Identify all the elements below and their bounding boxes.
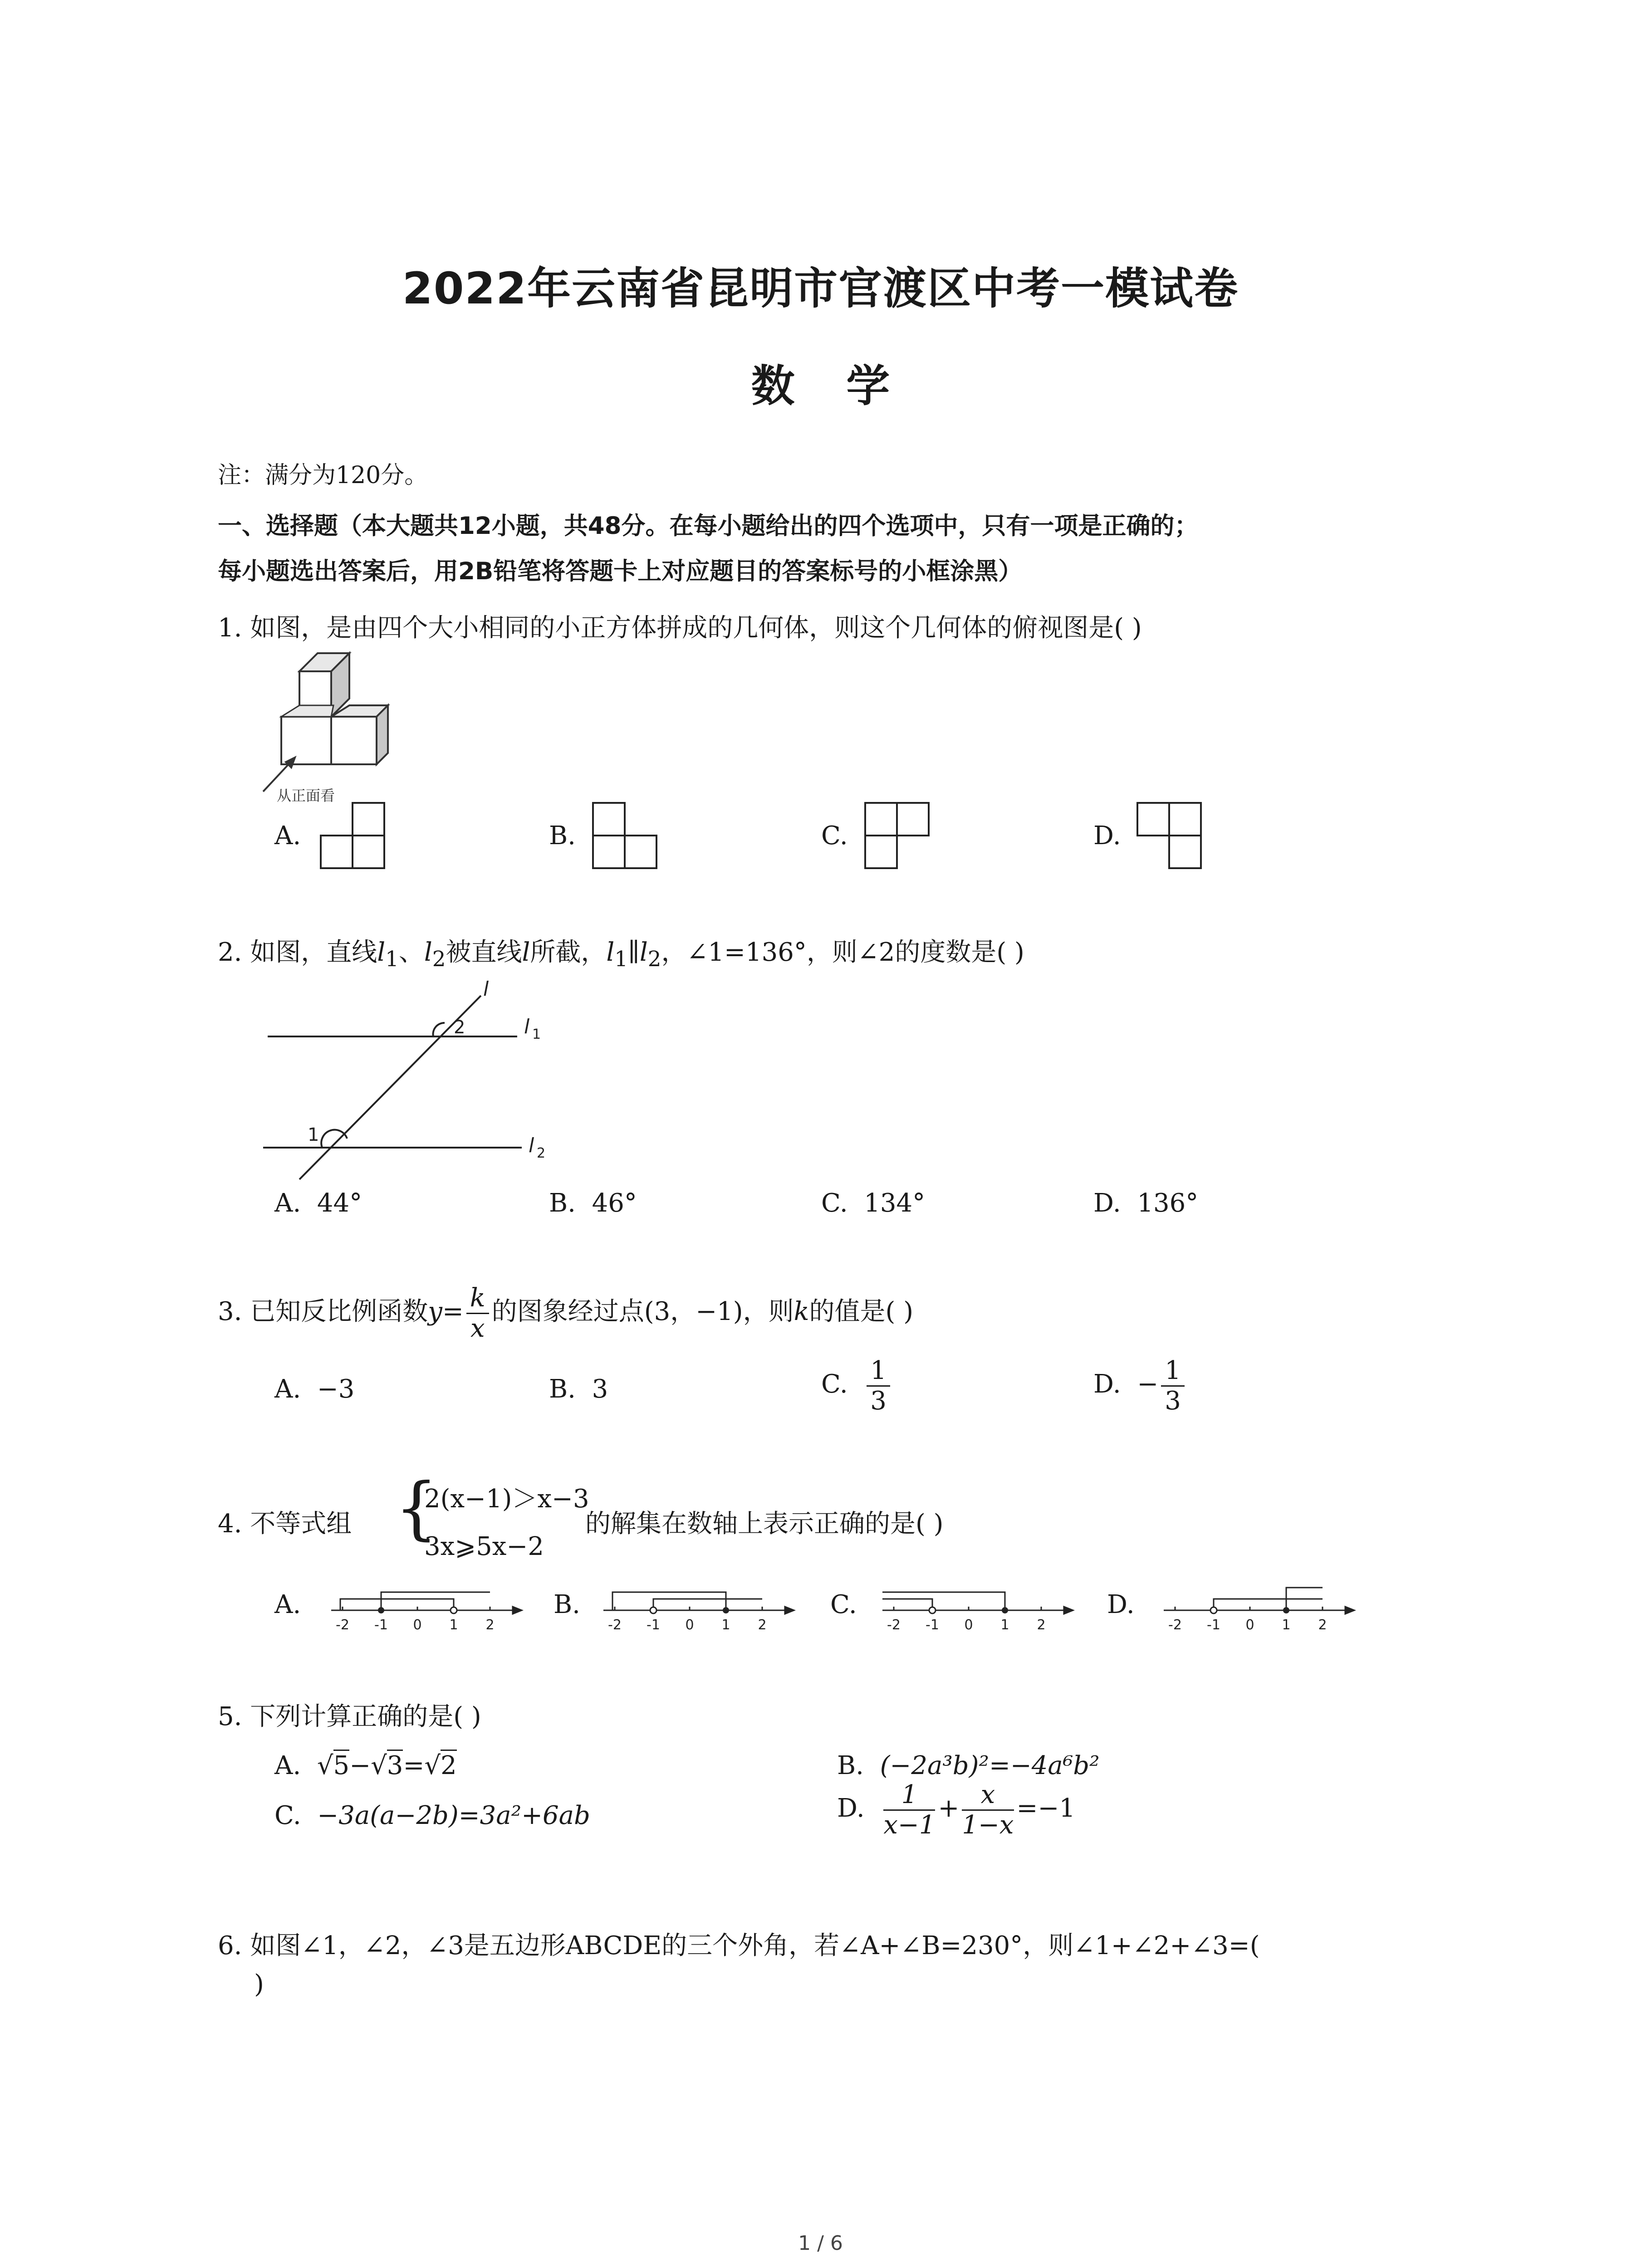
svg-text:l: l bbox=[483, 978, 489, 1001]
q4-option-d-label: D. bbox=[1107, 1590, 1135, 1619]
q4-option-c-numberline bbox=[878, 1579, 1078, 1637]
q3-option-b: B. 3 bbox=[549, 1374, 608, 1404]
q3-option-a: A. −3 bbox=[274, 1374, 355, 1404]
question-6-line-2: ) bbox=[254, 1970, 264, 1999]
q1-option-b-label: B. bbox=[549, 821, 576, 850]
question-4-suffix: 的解集在数轴上表示正确的是( ) bbox=[585, 1509, 944, 1539]
question-3-text: 3. 已知反比例函数y= $\frac{k}{x}$ 的图象经过点(3，−1)，则k的值是( ) bbox=[218, 1283, 914, 1343]
svg-text:-2: -2 bbox=[887, 1617, 901, 1633]
q5-option-a: A. √5−√3=√2 bbox=[274, 1751, 457, 1780]
q3-option-c: C. $\frac{1}{3}$ bbox=[821, 1356, 893, 1416]
svg-text:2: 2 bbox=[1037, 1617, 1046, 1633]
q5-option-b: B. (−2a³b)²=−4a⁶b² bbox=[837, 1751, 1100, 1780]
svg-text:l: l bbox=[524, 1015, 530, 1038]
question-4-prefix: 4. 不等式组 bbox=[218, 1509, 352, 1539]
svg-text:-1: -1 bbox=[1207, 1617, 1220, 1633]
q4-option-a-label: A. bbox=[274, 1590, 301, 1619]
svg-text:0: 0 bbox=[964, 1617, 973, 1633]
q5-option-c: C. −3a(a−2b)=3a²+6ab bbox=[274, 1801, 590, 1830]
svg-text:0: 0 bbox=[413, 1617, 422, 1633]
front-view-label: 从正面看 bbox=[277, 787, 335, 803]
question-2-lines-figure bbox=[254, 975, 581, 1184]
svg-text:1: 1 bbox=[308, 1124, 319, 1145]
svg-text:0: 0 bbox=[1245, 1617, 1254, 1633]
q4-option-b-label: B. bbox=[554, 1590, 580, 1619]
svg-text:1: 1 bbox=[721, 1617, 730, 1633]
q4-option-a-numberline bbox=[327, 1579, 526, 1637]
q2-option-b: B. 46° bbox=[549, 1188, 637, 1218]
question-1-text: 1. 如图，是由四个大小相同的小正方体拼成的几何体，则这个几何体的俯视图是( ) bbox=[218, 613, 1142, 643]
q1-option-d-label: D. bbox=[1093, 821, 1121, 850]
svg-text:1: 1 bbox=[1282, 1617, 1291, 1633]
q4-option-b-numberline bbox=[599, 1579, 798, 1637]
q2-option-a: A. 44° bbox=[274, 1188, 362, 1218]
q2-option-d: D. 136° bbox=[1093, 1188, 1199, 1218]
q5-option-d: D. $\frac{1}{x-1}$ + $\frac{x}{1-x}$ =−1 bbox=[837, 1780, 1075, 1840]
svg-text:-2: -2 bbox=[1168, 1617, 1182, 1633]
q2-option-c: C. 134° bbox=[821, 1188, 926, 1218]
q3-option-d: D. − $\frac{1}{3}$ bbox=[1093, 1356, 1187, 1416]
subject-title bbox=[0, 352, 1641, 414]
svg-text:1: 1 bbox=[532, 1026, 541, 1042]
svg-text:2: 2 bbox=[1318, 1617, 1327, 1633]
question-1-cube-figure bbox=[254, 649, 399, 803]
page-number: 1 / 6 bbox=[798, 2232, 843, 2255]
svg-text:2: 2 bbox=[485, 1617, 495, 1633]
section-heading-line-1: 一、选择题（本大题共12小题，共48分。在每小题给出的四个选项中，只有一项是正确的； bbox=[218, 512, 1199, 540]
svg-text:2: 2 bbox=[537, 1145, 546, 1161]
svg-text:l: l bbox=[529, 1134, 534, 1157]
svg-text:-1: -1 bbox=[647, 1617, 660, 1633]
svg-text:2: 2 bbox=[758, 1617, 767, 1633]
section-heading-line-2: 每小题选出答案后，用2B铅笔将答题卡上对应题目的答案标号的小框涂黑） bbox=[218, 557, 1023, 585]
q4-option-d-numberline bbox=[1159, 1579, 1359, 1637]
svg-text:-2: -2 bbox=[608, 1617, 622, 1633]
page-title: 2022年云南省昆明市官渡区中考一模试卷 bbox=[402, 263, 1239, 314]
svg-text:-1: -1 bbox=[926, 1617, 939, 1633]
question-6-line-1: 6. 如图∠1，∠2，∠3是五边形ABCDE的三个外角，若∠A+∠B=230°，则∠1+∠2+∠3=( bbox=[218, 1931, 1260, 1960]
q1-option-a-figure bbox=[320, 801, 388, 873]
section-heading bbox=[218, 503, 1443, 594]
svg-text:1: 1 bbox=[1000, 1617, 1009, 1633]
q1-option-d-figure bbox=[1136, 801, 1205, 873]
q1-option-b-figure bbox=[592, 801, 660, 873]
q1-option-c-figure bbox=[864, 801, 932, 873]
svg-text:-2: -2 bbox=[336, 1617, 349, 1633]
q4-option-c-label: C. bbox=[830, 1590, 857, 1619]
subject-char-1: 数 bbox=[751, 361, 795, 411]
inequality-1: 2(x−1)＞x−3 bbox=[424, 1484, 589, 1514]
system-brace: { bbox=[395, 1469, 438, 1548]
inequality-2: 3x⩾5x−2 bbox=[424, 1532, 544, 1561]
subject-char-2: 学 bbox=[846, 361, 890, 411]
svg-text:2: 2 bbox=[454, 1017, 465, 1038]
svg-text:1: 1 bbox=[449, 1617, 458, 1633]
question-5-text: 5. 下列计算正确的是( ) bbox=[218, 1702, 481, 1731]
svg-text:0: 0 bbox=[685, 1617, 694, 1633]
question-2-text: 2. 如图，直线$l_1$、$l_2$被直线l所截，$l_1\parallel l_2$，∠1=136°，则∠2的度数是( ) bbox=[218, 938, 1024, 972]
svg-text:-1: -1 bbox=[374, 1617, 388, 1633]
q1-option-a-label: A. bbox=[274, 821, 301, 850]
q1-option-c-label: C. bbox=[821, 821, 848, 850]
score-note: 注：满分为120分。 bbox=[218, 462, 428, 489]
